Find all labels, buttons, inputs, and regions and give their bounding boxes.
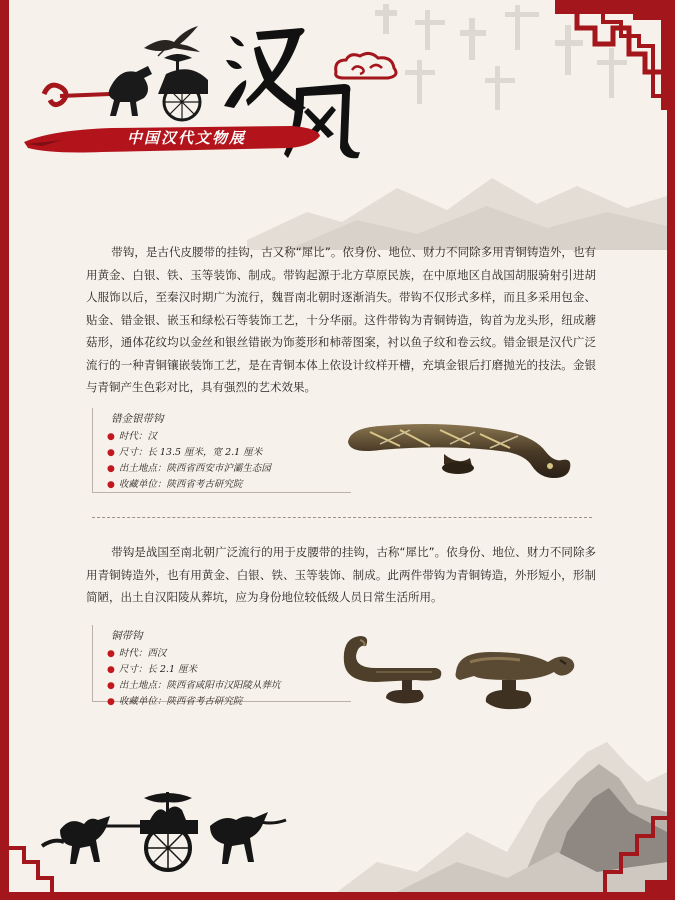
artifact-2-detail-size bbox=[107, 662, 351, 678]
artifact-1-info-card bbox=[92, 408, 351, 493]
bronze-belt-hook-image-b bbox=[450, 646, 578, 714]
detail-text: 收藏单位：陕西省考古研究院 bbox=[118, 696, 243, 707]
bullet-icon: ● bbox=[107, 649, 115, 659]
artifact-2-details bbox=[93, 646, 351, 710]
artifact-2-detail-collection bbox=[107, 694, 351, 710]
artifact-2-name: 铜带钩 bbox=[111, 630, 143, 642]
auspicious-cloud-icon bbox=[330, 50, 400, 84]
artifact-1-detail-collection bbox=[107, 477, 351, 493]
artifact-1-detail-era bbox=[107, 429, 351, 445]
artifact-1-detail-site bbox=[107, 461, 351, 477]
artifact-1-details bbox=[93, 429, 351, 493]
artifact-2-info-card bbox=[92, 625, 351, 707]
frame-right bbox=[667, 0, 675, 900]
detail-text: 出土地点：陕西省咸阳市汉阳陵从葬坑 bbox=[118, 680, 281, 691]
gilded-belt-hook-image bbox=[340, 408, 580, 498]
detail-text: 收藏单位：陕西省考古研究院 bbox=[118, 479, 243, 490]
bullet-icon: ● bbox=[107, 681, 115, 691]
bronze-belt-hook-image-a bbox=[336, 628, 446, 708]
detail-text: 时代：西汉 bbox=[118, 648, 167, 659]
chariot-procession-silhouette bbox=[40, 790, 290, 880]
bullet-icon: ● bbox=[107, 665, 115, 675]
second-paragraph: 带钩是战国至南北朝广泛流行的用于皮腰带的挂钩，古称“犀比”。依身份、地位、财力不同除多用青铜铸造外，也有用黄金、白银、铁、玉等装饰、制成。此两件带钩为青铜铸造，外形短小，形制简陋，出土自汉阳陵从葬坑，应为身份地位较低级人员日常生活所用。 bbox=[86, 545, 596, 604]
corner-ornament-bottom-right bbox=[585, 810, 675, 900]
bullet-icon: ● bbox=[107, 448, 115, 458]
bullet-icon: ● bbox=[107, 480, 115, 490]
exhibition-subtitle: 中国汉代文物展 bbox=[127, 129, 247, 147]
artifact-2-detail-site bbox=[107, 678, 351, 694]
bullet-icon: ● bbox=[107, 464, 115, 474]
horse-chariot-icon bbox=[40, 50, 240, 130]
section-divider bbox=[92, 517, 592, 518]
frame-bottom bbox=[0, 892, 675, 900]
intro-paragraph: 带钩，是古代皮腰带的挂钩，古又称“犀比”。依身份、地位、财力不同除多用青铜铸造外，也有用黄金、白银、铁、玉等装饰、制成。带钩起源于北方草原民族，在中原地区自战国胡服骑射引进胡人服饰以后，至秦汉时期广为流行，魏晋南北朝时逐渐消失。带钩不仅形式多样，而且多采用包金、贴金、错金银、嵌玉和绿松石等装饰工艺，十分华丽。这件带钩为青铜铸造，钩首为龙头形，纽成蘑菇形，通体花纹均以金丝和银丝错嵌为饰菱形和柿蒂图案，衬以鱼子纹和卷云纹。错金银是汉代广泛流行的一种青铜镶嵌装饰工艺，是在青铜本体上依设计纹样开槽，充填金银后打磨抛光的技法。金银与青铜产生色彩对比，具有强烈的艺术效果。 bbox=[86, 245, 596, 394]
artifact-2-detail-era bbox=[107, 646, 351, 662]
detail-text: 尺寸：长 13.5 厘米，宽 2.1 厘米 bbox=[118, 447, 263, 458]
detail-text: 时代：汉 bbox=[118, 431, 157, 442]
bullet-icon: ● bbox=[107, 432, 115, 442]
artifact-1-name: 错金银带钩 bbox=[111, 413, 164, 425]
frame-left bbox=[0, 0, 9, 900]
corner-ornament-top-right bbox=[555, 0, 675, 110]
artifact-1-detail-size bbox=[107, 445, 351, 461]
detail-text: 尺寸：长 2.1 厘米 bbox=[118, 664, 198, 675]
bullet-icon: ● bbox=[107, 697, 115, 707]
detail-text: 出土地点：陕西省西安市沪灞生态园 bbox=[118, 463, 271, 474]
